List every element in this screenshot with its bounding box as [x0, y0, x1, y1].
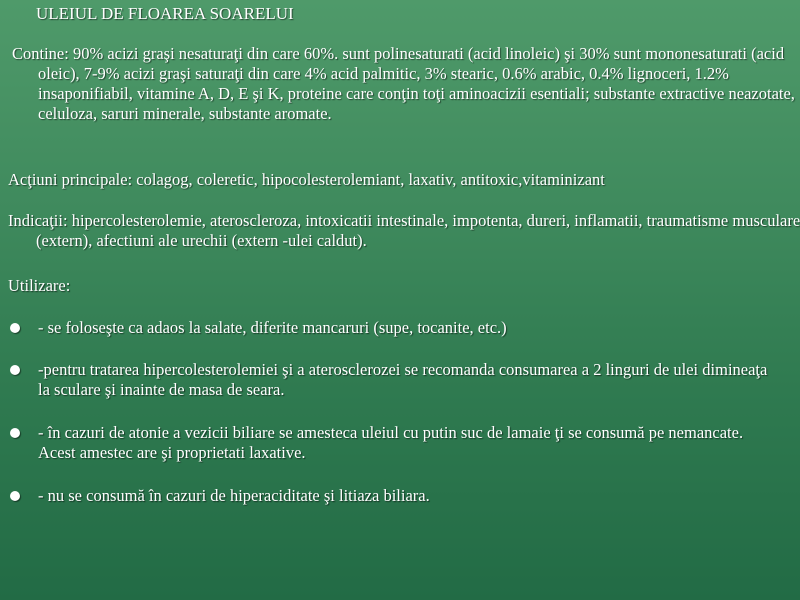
indications-paragraph: Indicaţii: hipercolesterolemie, ateroscleroza, intoxicatii intestinale, impotenta, dureri, inflamatii, traumatisme musculare (extern), afectiuni ale urechii (extern -ulei caldut). — [8, 211, 800, 250]
usage-bullet-text: -pentru tratarea hipercolesterolemiei şi a aterosclerozei se recomanda consumarea a 2 linguri de ulei dimineaţa la sculare şi inainte de masa de seara. — [38, 360, 768, 399]
composition-paragraph: Contine: 90% acizi graşi nesaturaţi din care 60%. sunt polinesaturati (acid linoleic) şi 30% sunt mononesaturati (acid oleic), 7-9% acizi graşi saturaţi din care 4% acid palmitic, 3% stearic, 0.6% arabic, 0.4% lignoceri, 1.2% insaponifiabil, vitamine A, D, E şi K, proteine care conţin toţi aminoacizii esentiali; substante extractive neazotate, celuloza, saruri minerale, substante aromate. — [12, 44, 795, 123]
usage-bullet-text: - în cazuri de atonie a vezicii biliare se amesteca uleiul cu putin suc de lamaie ţi se consumă pe nemancate. Acest amestec are şi proprietati laxative. — [38, 423, 744, 462]
bullet-dot-icon — [10, 365, 20, 375]
usage-bullet-text: - se foloseşte ca adaos la salate, diferite mancaruri (supe, tocanite, etc.) — [38, 318, 507, 337]
slide-title: ULEIUL DE FLOAREA SOARELUI — [36, 4, 294, 23]
usage-bullet-text: - nu se consumă în cazuri de hiperaciditate şi litiaza biliara. — [38, 486, 430, 505]
main-actions-paragraph: Acţiuni principale: colagog, coleretic, hipocolesterolemiant, laxativ, antitoxic,vitaminizant — [8, 170, 605, 189]
bullet-dot-icon — [10, 491, 20, 501]
bullet-dot-icon — [10, 323, 20, 333]
bullet-dot-icon — [10, 428, 20, 438]
usage-heading: Utilizare: — [8, 276, 71, 295]
